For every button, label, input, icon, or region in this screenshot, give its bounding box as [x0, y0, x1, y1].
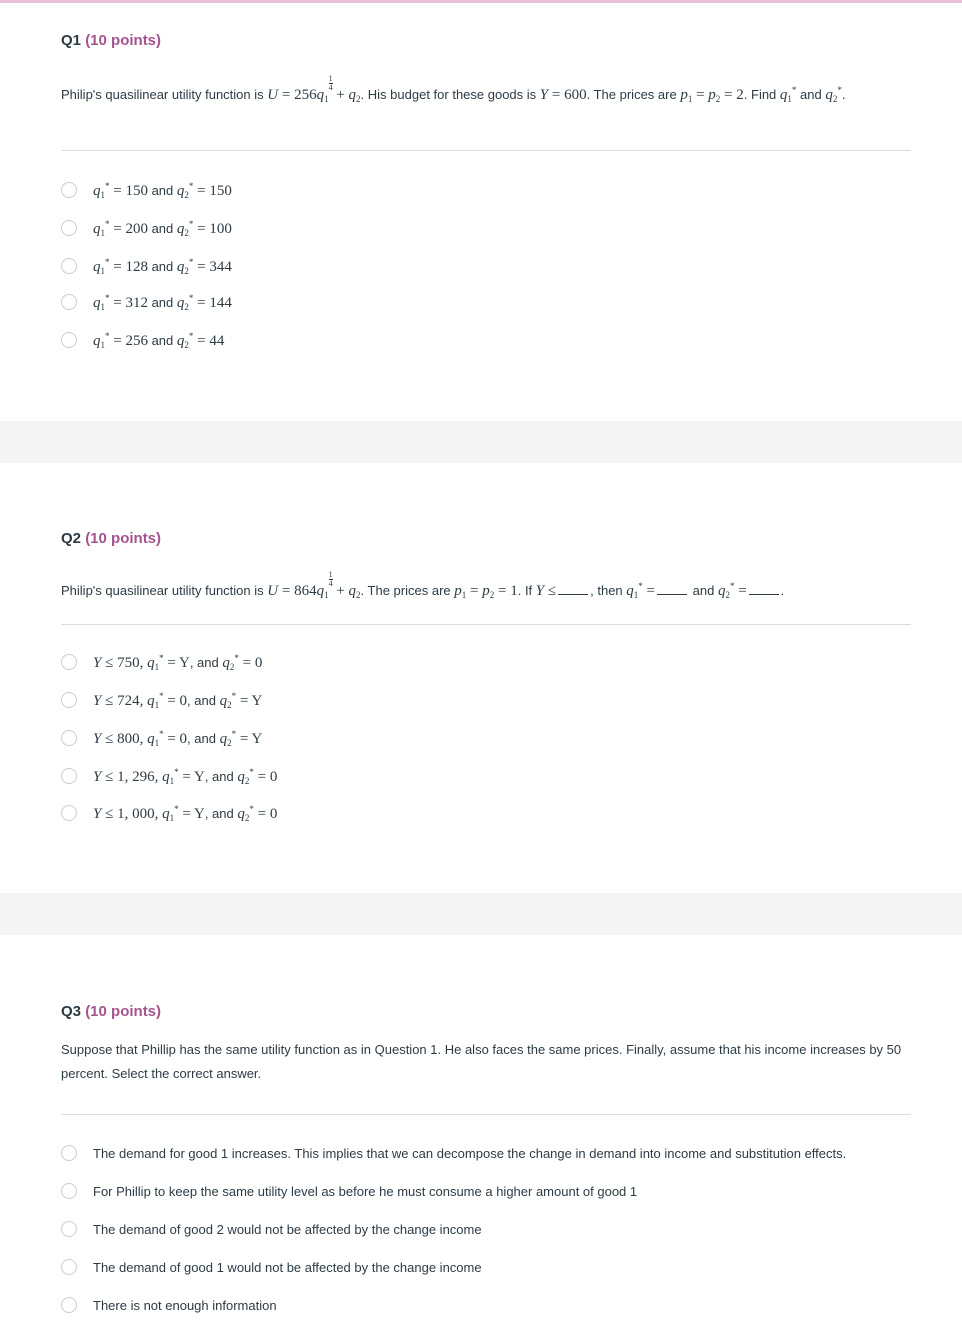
radio-button[interactable]: [61, 1183, 77, 1199]
radio-button[interactable]: [61, 182, 77, 198]
answer-option-q3-b[interactable]: [61, 1180, 637, 1202]
question-divider: [61, 150, 911, 151]
question-card-q3: [0, 935, 962, 1342]
answer-label: The demand of good 1 would not be affected by the change income: [93, 1259, 482, 1275]
answer-label: There is not enough information: [93, 1297, 277, 1313]
answer-label: $q_1^* = 150$ and $q_2^* = 150$: [93, 180, 232, 200]
answer-label: Y ≤ 1, 000, $q_1^* = Y$, and $q_2^* = 0$: [93, 803, 278, 823]
radio-button[interactable]: [61, 1145, 77, 1161]
radio-button[interactable]: [61, 805, 77, 821]
radio-button[interactable]: [61, 332, 77, 348]
answer-label: Y ≤ 1, 296, $q_1^* = Y$, and $q_2^* = 0$: [93, 766, 278, 786]
card-gap: [0, 893, 962, 935]
answer-label: Y ≤ 724, $q_1^* = 0$, and $q_2^* = Y$: [93, 690, 263, 710]
answer-label: $q_1^* = 200$ and $q_2^* = 100$: [93, 218, 232, 238]
answer-label: $q_1^* = 128$ and $q_2^* = 344$: [93, 256, 232, 276]
question-header-q3: [61, 1003, 161, 1020]
card-gap: [0, 421, 962, 463]
question-text-q1: Philip's quasilinear utility function is $U = 256q_1$ $\frac{1}{4}$ + $q_2$. His budget for these goods is Y = 600. The prices are $p_1 = p_2 = 2$. Find $q_1^*$ and $q_2^*$.: [61, 74, 846, 104]
radio-button[interactable]: [61, 220, 77, 236]
answer-option-q3-d[interactable]: [61, 1256, 482, 1278]
question-card-q2: [0, 463, 962, 893]
radio-button[interactable]: [61, 258, 77, 274]
radio-button[interactable]: [61, 294, 77, 310]
question-card-q1: [0, 3, 962, 421]
question-text-q2: Philip's quasilinear utility function is $U = 864q_1$ $\frac{1}{4}$ + $q_2$. The prices are $p_1 = p_2 = 1$. If Y ≤ , then $q_1^*$ = and $q_2^*$ = .: [61, 570, 785, 600]
question-header-q1: [61, 32, 161, 49]
question-divider: [61, 624, 911, 625]
answer-option-q3-c[interactable]: [61, 1218, 482, 1240]
question-number: Q3: [61, 1003, 82, 1020]
question-divider: [61, 1114, 911, 1115]
answer-option-q1-c[interactable]: [61, 255, 232, 277]
question-header-q2: [61, 530, 161, 547]
answer-label: $q_1^* = 312$ and $q_2^* = 144$: [93, 292, 232, 312]
question-number: Q2: [61, 530, 82, 547]
radio-button[interactable]: [61, 768, 77, 784]
answer-option-q2-a[interactable]: [61, 651, 262, 673]
answer-label: Y ≤ 800, $q_1^* = 0$, and $q_2^* = Y$: [93, 728, 263, 748]
question-points: (10 points): [85, 530, 162, 547]
answer-option-q2-c[interactable]: [61, 727, 262, 749]
answer-label: The demand of good 2 would not be affected by the change income: [93, 1221, 482, 1237]
answer-option-q2-e[interactable]: [61, 802, 277, 824]
answer-option-q3-a[interactable]: [61, 1142, 846, 1164]
radio-button[interactable]: [61, 1221, 77, 1237]
answer-option-q1-b[interactable]: [61, 217, 232, 239]
answer-label: For Phillip to keep the same utility level as before he must consume a higher amount of good 1: [93, 1183, 638, 1199]
answer-option-q2-d[interactable]: [61, 765, 277, 787]
answer-option-q1-e[interactable]: [61, 329, 224, 351]
answer-label: $q_1^* = 256$ and $q_2^* = 44$: [93, 330, 225, 350]
answer-label: The demand for good 1 increases. This implies that we can decompose the change in demand into income and substitution effects.: [93, 1145, 847, 1161]
answer-label: Y ≤ 750, $q_1^* = Y$, and $q_2^* = 0$: [93, 652, 263, 672]
answer-option-q3-e[interactable]: [61, 1294, 277, 1316]
radio-button[interactable]: [61, 654, 77, 670]
question-points: (10 points): [85, 1003, 162, 1020]
question-text-q3: Suppose that Phillip has the same utility function as in Question 1. He also faces the same prices. Finally, assume that his income increases by 50 percent. Select the correct answer.: [61, 1042, 902, 1081]
question-number: Q1: [61, 32, 82, 49]
answer-option-q2-b[interactable]: [61, 689, 262, 711]
answer-option-q1-a[interactable]: [61, 179, 232, 201]
radio-button[interactable]: [61, 730, 77, 746]
radio-button[interactable]: [61, 1297, 77, 1313]
radio-button[interactable]: [61, 692, 77, 708]
answer-option-q1-d[interactable]: [61, 291, 232, 313]
question-points: (10 points): [85, 32, 162, 49]
radio-button[interactable]: [61, 1259, 77, 1275]
